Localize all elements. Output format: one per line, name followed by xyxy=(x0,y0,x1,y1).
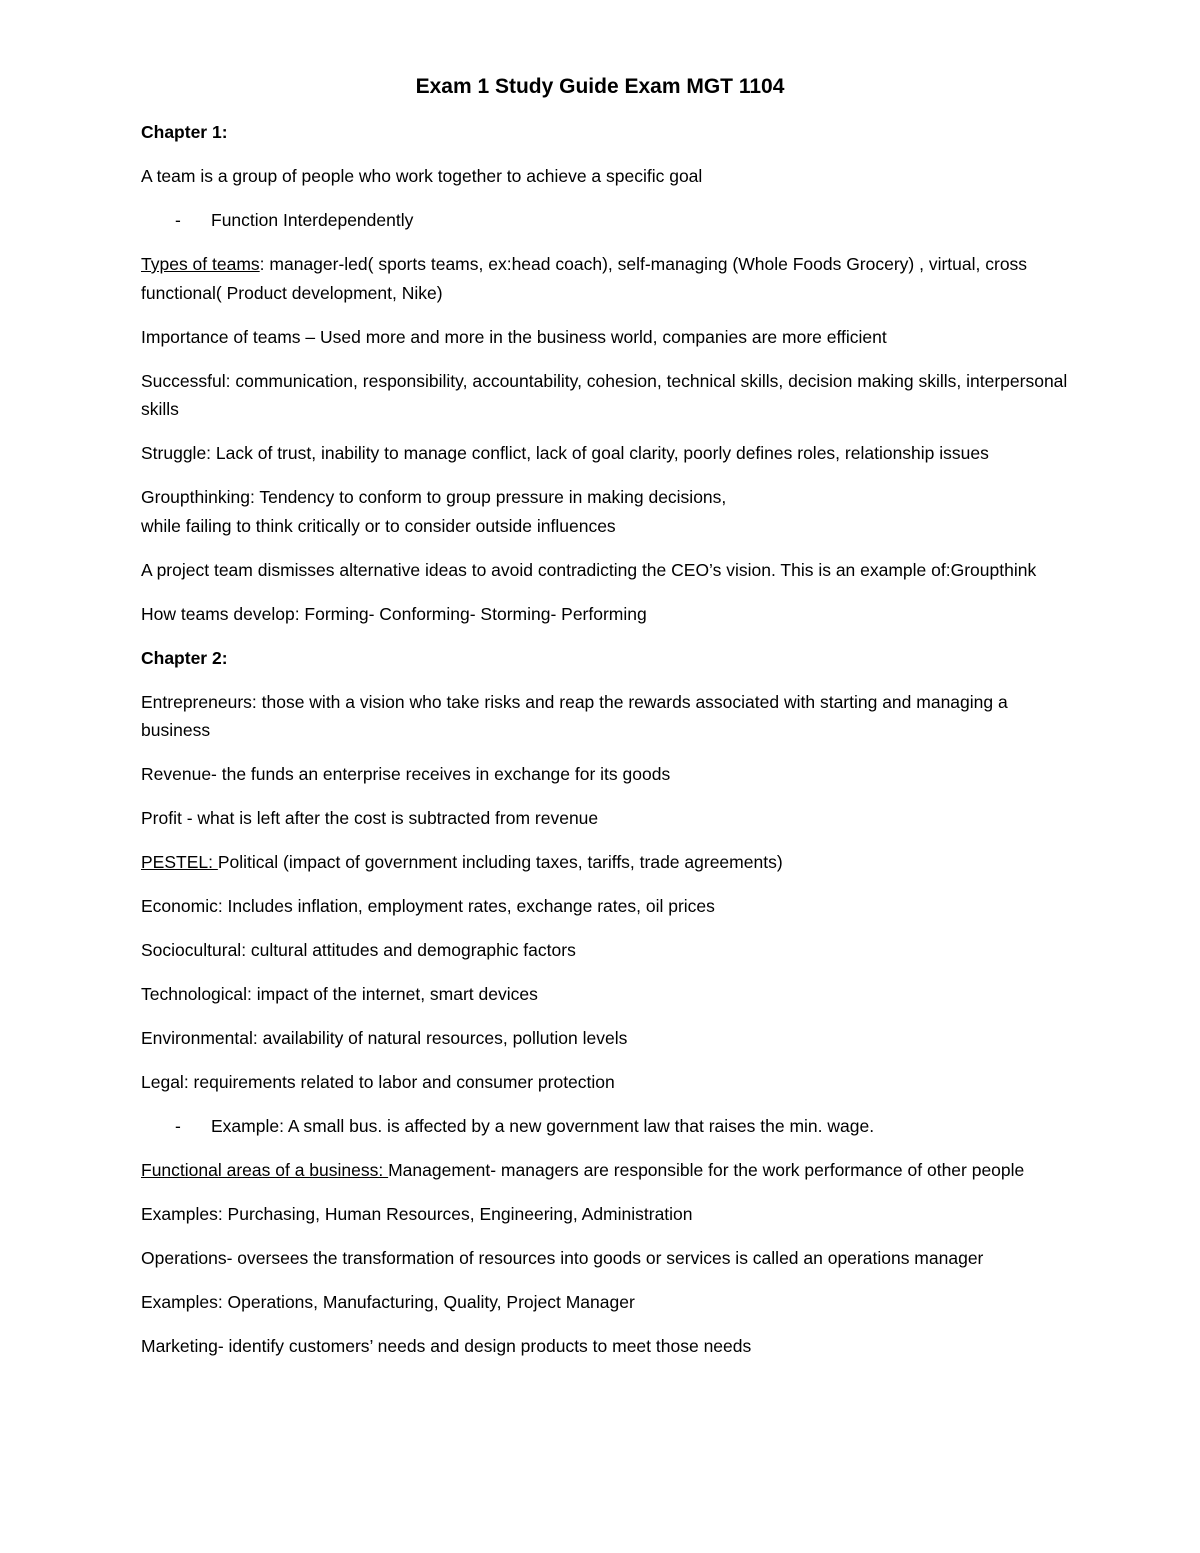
functional-areas-text: Management- managers are responsible for the work performance of other people xyxy=(388,1160,1025,1180)
bullet-item xyxy=(141,206,1071,235)
revenue: Revenue- the funds an enterprise receives in exchange for its goods xyxy=(141,764,671,784)
importance-of-teams: Importance of teams – Used more and more in the business world, companies are more efficient xyxy=(141,326,887,347)
bullet-text: Example: A small bus. is affected by a new government law that raises the min. wage. xyxy=(211,1116,875,1136)
chapter-2-heading: Chapter 2: xyxy=(141,647,228,668)
types-of-teams xyxy=(141,250,1071,307)
project-team-example: A project team dismisses alternative ideas to avoid contradicting the CEO’s vision. This is an example of:Groupthink xyxy=(141,559,1037,580)
functional-areas xyxy=(141,1156,1071,1185)
pestel-sociocultural: Sociocultural: cultural attitudes and demographic factors xyxy=(141,940,576,960)
marketing: Marketing- identify customers’ needs and design products to meet those needs xyxy=(141,1336,752,1356)
groupthinking xyxy=(141,483,1071,540)
profit: Profit - what is left after the cost is subtracted from revenue xyxy=(141,808,599,828)
bullet-text: Function Interdependently xyxy=(211,210,414,230)
pestel-label: PESTEL: xyxy=(141,852,218,872)
operations-examples: Examples: Operations, Manufacturing, Quality, Project Manager xyxy=(141,1292,635,1312)
pestel-technological: Technological: impact of the internet, smart devices xyxy=(141,984,538,1004)
functional-areas-label: Functional areas of a business: xyxy=(141,1160,389,1180)
groupthinking-line-1: Groupthinking: Tendency to conform to group pressure in making decisions, xyxy=(141,487,727,507)
pestel-economic: Economic: Includes inflation, employment rates, exchange rates, oil prices xyxy=(141,896,715,916)
team-definition: A team is a group of people who work together to achieve a specific goal xyxy=(141,166,703,186)
pestel-environmental: Environmental: availability of natural resources, pollution levels xyxy=(141,1028,628,1048)
pestel-legal: Legal: requirements related to labor and consumer protection xyxy=(141,1072,615,1092)
bullet-dash: - xyxy=(175,1116,181,1136)
chapter-1-heading: Chapter 1: xyxy=(141,122,228,142)
management-examples: Examples: Purchasing, Human Resources, Engineering, Administration xyxy=(141,1204,693,1224)
types-of-teams-label: Types of teams xyxy=(141,254,260,274)
types-of-teams-text: : manager-led( sports teams, ex:head coach), self-managing (Whole Foods Grocery) , virtual, cross functional( Product development, Nike) xyxy=(141,254,1028,303)
document-title: Exam 1 Study Guide Exam MGT 1104 xyxy=(415,75,785,98)
pestel-political xyxy=(141,848,1071,877)
entrepreneurs: Entrepreneurs: those with a vision who take risks and reap the rewards associated with starting and managing a business xyxy=(141,691,1008,740)
groupthinking-line-2: while failing to think critically or to consider outside influences xyxy=(141,515,616,536)
bullet-item xyxy=(141,1112,1071,1141)
bullet-dash: - xyxy=(175,210,181,230)
struggling-teams: Struggle: Lack of trust, inability to manage conflict, lack of goal clarity, poorly defines roles, relationship issues xyxy=(141,443,989,463)
successful-teams: Successful: communication, responsibility, accountability, cohesion, technical skills, decision making skills, interpersonal skills xyxy=(141,370,1068,419)
document-body xyxy=(141,118,1071,1376)
team-development: How teams develop: Forming- Conforming- Storming- Performing xyxy=(141,603,647,624)
pestel-political-text: Political (impact of government including taxes, tariffs, trade agreements) xyxy=(217,852,783,872)
operations: Operations- oversees the transformation of resources into goods or services is called an operations manager xyxy=(141,1248,984,1268)
